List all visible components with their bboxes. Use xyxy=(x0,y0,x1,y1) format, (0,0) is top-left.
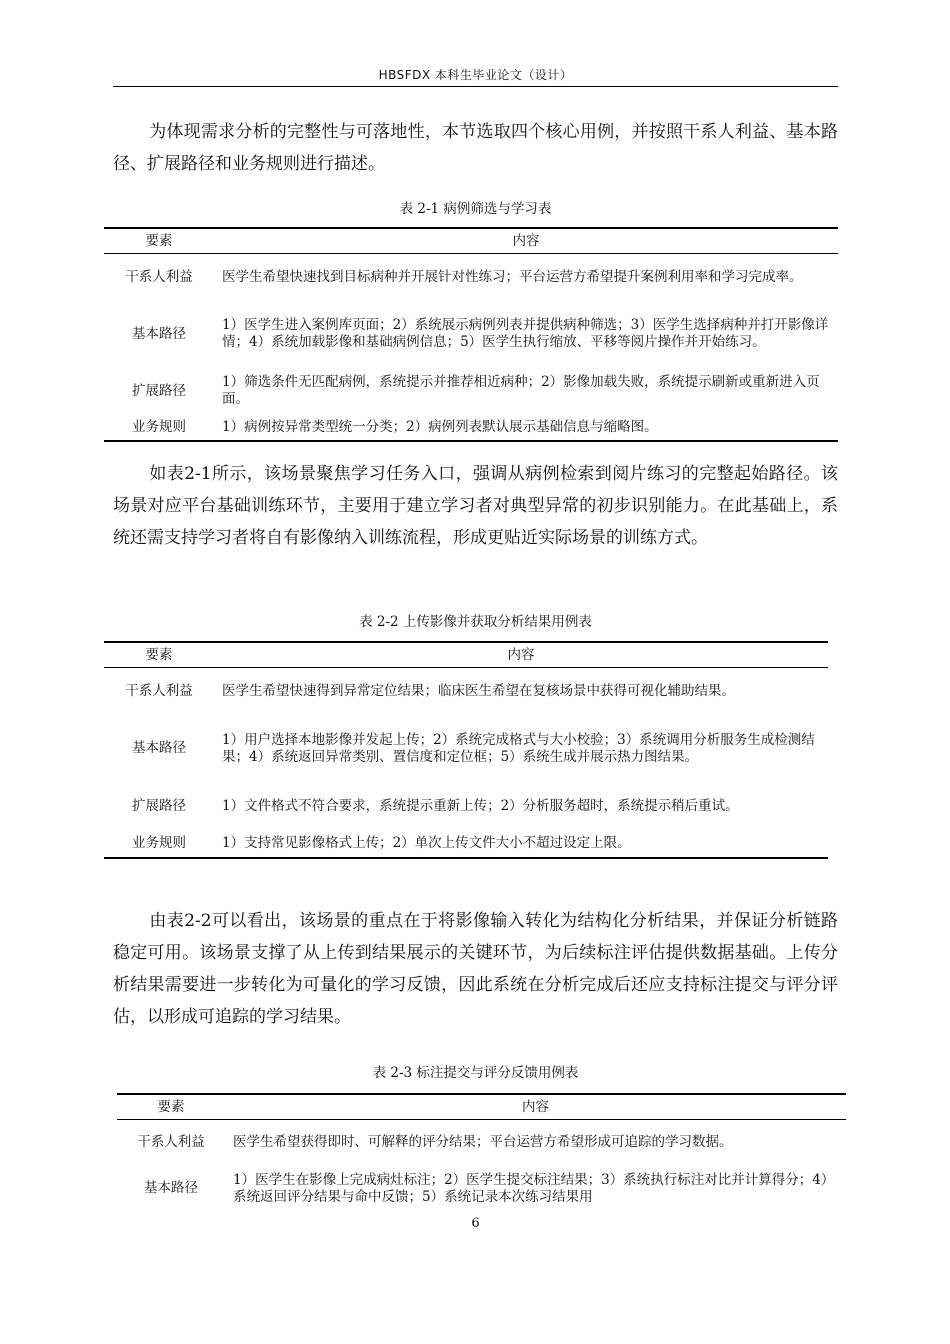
table-cell-key: 干系人利益 xyxy=(125,682,193,699)
table-cell-key: 业务规则 xyxy=(132,834,186,851)
table-row xyxy=(104,368,838,415)
table-row xyxy=(117,1166,846,1212)
table-cell-key: 业务规则 xyxy=(132,418,186,435)
table-header-value: 内容 xyxy=(225,1094,846,1120)
paragraph-table-2-1-discussion xyxy=(113,458,838,554)
table-2-3 xyxy=(117,1093,846,1212)
table-cell-value: 医学生希望快速得到异常定位结果；临床医生希望在复核场景中获得可视化辅助结果。 xyxy=(222,682,735,699)
table-row xyxy=(104,415,838,441)
table-cell-key: 扩展路径 xyxy=(132,382,186,399)
table-header-row xyxy=(104,228,838,254)
table-2-2 xyxy=(104,641,828,859)
table-caption-2-2: 表 2-2 上传影像并获取分析结果用例表 xyxy=(359,614,592,630)
table-cell-value: 1）支持常见影像格式上传；2）单次上传文件大小不超过设定上限。 xyxy=(222,834,631,851)
paragraph-table-2-1-discussion-text: 如表2-1所示，该场景聚焦学习任务入口，强调从病例检索到阅片练习的完整起始路径。该场景对应平台基础训练环节，主要用于建立学习者对典型异常的初步识别能力。在此基础上，系统还需支持学习者将自有影像纳入训练流程，形成更贴近实际场景的训练方式。 xyxy=(113,464,838,548)
table-row xyxy=(104,301,838,368)
table-header-row xyxy=(104,642,828,668)
table-cell-key: 扩展路径 xyxy=(132,797,186,814)
table-cell-value: 1）医学生在影像上完成病灶标注；2）医学生提交标注结果；3）系统执行标注对比并计算得分；4）系统返回评分结果与命中反馈；5）系统记录本次练习结果用 xyxy=(233,1171,835,1205)
table-header-value: 内容 xyxy=(214,642,828,668)
paragraph-table-2-2-discussion xyxy=(113,905,838,1033)
table-cell-key: 基本路径 xyxy=(132,740,186,756)
paragraph-intro xyxy=(113,116,838,180)
table-header-row xyxy=(117,1094,846,1120)
table-row xyxy=(104,668,828,715)
table-cell-value: 1）病例按异常类型统一分类；2）病例列表默认展示基础信息与缩略图。 xyxy=(222,418,658,435)
table-header-value: 内容 xyxy=(214,228,838,254)
table-row xyxy=(104,715,828,783)
table-cell-key: 基本路径 xyxy=(132,325,186,342)
table-cell-value: 1）医学生进入案例库页面；2）系统展示病例列表并提供病种筛选；3）医学生选择病种并打开影像详情；4）系统加载影像和基础病例信息；5）医学生执行缩放、平移等阅片操作并开始练习。 xyxy=(222,317,829,350)
table-cell-value: 1）用户选择本地影像并发起上传；2）系统完成格式与大小校验；3）系统调用分析服务生成检测结果；4）系统返回异常类别、置信度和定位框；5）系统生成并展示热力图结果。 xyxy=(222,731,815,765)
table-row xyxy=(104,830,828,858)
paragraph-intro-text: 为体现需求分析的完整性与可落地性，本节选取四个核心用例，并按照干系人利益、基本路径、扩展路径和业务规则进行描述。 xyxy=(113,122,838,174)
table-cell-key: 基本路径 xyxy=(144,1180,198,1196)
page-number: 6 xyxy=(471,1216,480,1231)
table-row xyxy=(104,254,838,301)
table-cell-value: 1）文件格式不符合要求，系统提示重新上传；2）分析服务超时，系统提示稍后重试。 xyxy=(222,797,739,814)
table-cell-value: 医学生希望获得即时、可解释的评分结果；平台运营方希望形成可追踪的学习数据。 xyxy=(233,1134,733,1151)
table-caption-2-1: 表 2-1 病例筛选与学习表 xyxy=(399,201,552,217)
table-caption-2-3: 表 2-3 标注提交与评分反馈用例表 xyxy=(372,1065,579,1081)
page-header: HBSFDX 本科生毕业论文（设计） xyxy=(378,68,573,82)
table-cell-key: 干系人利益 xyxy=(137,1134,205,1151)
table-row xyxy=(117,1120,846,1166)
table-cell-key: 干系人利益 xyxy=(125,268,193,285)
table-header-key: 要素 xyxy=(104,228,214,254)
table-row xyxy=(104,783,828,830)
table-2-1 xyxy=(104,227,838,442)
header-rule xyxy=(113,86,838,87)
table-cell-value: 医学生希望快速找到目标病种并开展针对性练习；平台运营方希望提升案例利用率和学习完成率。 xyxy=(222,268,803,285)
table-header-key: 要素 xyxy=(117,1094,225,1120)
table-cell-value: 1）筛选条件无匹配病例，系统提示并推荐相近病种；2）影像加载失败，系统提示刷新或重新进入页面。 xyxy=(222,374,820,407)
paragraph-table-2-2-discussion-text: 由表2-2可以看出，该场景的重点在于将影像输入转化为结构化分析结果，并保证分析链路稳定可用。该场景支撑了从上传到结果展示的关键环节，为后续标注评估提供数据基础。上传分析结果需要进一步转化为可量化的学习反馈，因此系统在分析完成后还应支持标注提交与评分评估，以形成可追踪的学习结果。 xyxy=(113,911,838,1027)
table-header-key: 要素 xyxy=(104,642,214,668)
